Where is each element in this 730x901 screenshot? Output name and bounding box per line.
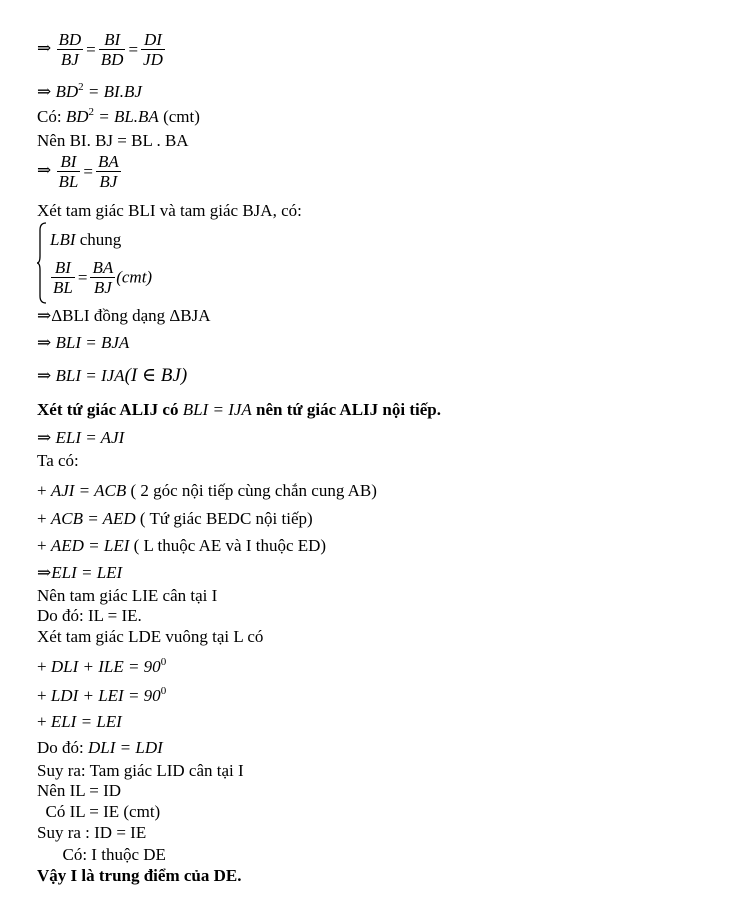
proof-line-12: Xét tứ giác ALIJ có BLI = IJA nên tứ giác ALIJ nội tiếp. <box>37 400 441 419</box>
proof-line-11: ⇒ BLI = IJA(I ∈ BJ) <box>37 365 188 386</box>
fraction-bi-bl: $\frac{BI}{BL}$ <box>58 152 79 191</box>
proof-line-27: Nên IL = ID <box>37 781 122 800</box>
proof-line-9: ⇒ΔBLI đồng dạng ΔBJA <box>37 306 211 325</box>
proof-line-17: + AED = LEI ( L thuộc AE và I thuộc ED) <box>37 536 327 555</box>
proof-line-20: Do đó: IL = IE. <box>37 606 142 625</box>
proof-line-18: ⇒ELI = LEI <box>37 563 123 582</box>
proof-line-24: + ELI = LEI <box>37 712 122 731</box>
proof-line-25: Do đó: DLI = LDI <box>37 738 163 757</box>
proof-line-8: $\frac{BI}{BL}$ = $\frac{BA}{BJ}$ (cmt) <box>53 258 153 297</box>
proof-line-30: Có: I thuộc DE <box>37 845 166 864</box>
proof-line-16: + ACB = AED ( Tứ giác BEDC nội tiếp) <box>37 509 313 528</box>
proof-line-28: Có IL = IE (cmt) <box>37 802 161 821</box>
proof-line-7: LBI chung <box>50 230 122 249</box>
fraction-bi-bl-2: $\frac{BI}{BL}$ <box>53 258 73 297</box>
fraction-bd-bj: $\frac{BD}{BJ}$ <box>58 30 82 69</box>
proof-line-2: ⇒ $BD^2 = BI.BJ$ <box>37 81 142 101</box>
fraction-ba-bj: $\frac{BA}{BJ}$ <box>97 152 119 191</box>
system-brace <box>37 222 47 304</box>
fraction-bi-bd: $\frac{BI}{BD}$ <box>100 30 124 69</box>
proof-line-23: + LDI + LEI = $90^0$ <box>37 685 167 705</box>
fraction-di-jd: $\frac{DI}{JD}$ <box>143 30 163 69</box>
proof-line-3: Có: $BD^2 = BL.BA$ (cmt) <box>37 106 200 126</box>
proof-line-19: Nên tam giác LIE cân tại I <box>37 586 218 605</box>
proof-line-4: Nên BI. BJ = BL . BA <box>37 131 189 150</box>
fraction-ba-bj-2: $\frac{BA}{BJ}$ <box>92 258 114 297</box>
proof-line-13: ⇒ ELI = AJI <box>37 428 125 447</box>
proof-line-21: Xét tam giác LDE vuông tại L có <box>37 627 264 646</box>
proof-line-1: ⇒ $\frac{BD}{BJ}$ = $\frac{BI}{BD}$ = $\frac{DI}{JD}$ <box>37 30 163 69</box>
proof-line-22: + DLI + ILE = $90^0$ <box>37 656 167 676</box>
proof-line-6: Xét tam giác BLI và tam giác BJA, có: <box>37 201 302 220</box>
proof-line-26: Suy ra: Tam giác LID cân tại I <box>37 761 244 780</box>
proof-line-14: Ta có: <box>37 451 79 470</box>
proof-line-5: ⇒ $\frac{BI}{BL}$ = $\frac{BA}{BJ}$ <box>37 152 119 191</box>
proof-line-10: ⇒ BLI = BJA <box>37 333 130 352</box>
proof-line-29: Suy ra : ID = IE <box>37 823 147 842</box>
proof-conclusion: Vậy I là trung điểm của DE. <box>37 866 242 885</box>
proof-line-15: + AJI = ACB ( 2 góc nội tiếp cùng chắn cung AB) <box>37 481 377 500</box>
